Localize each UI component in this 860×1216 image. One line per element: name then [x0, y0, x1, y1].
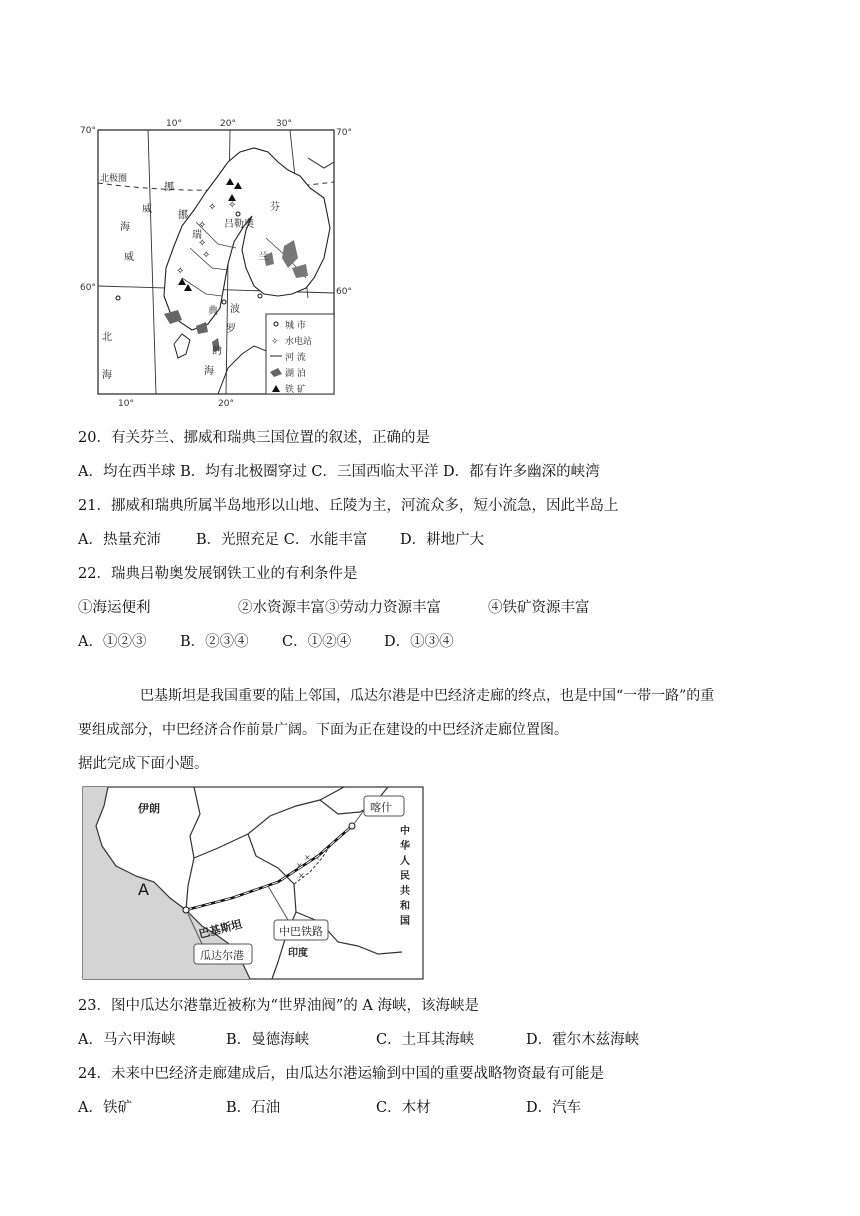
- q21-options: [78, 530, 778, 550]
- china-char-7: 国: [400, 916, 410, 927]
- china-char-4: 民: [400, 871, 410, 882]
- norway-char-1: 挪: [164, 182, 174, 193]
- baltic-char-2: 罗: [226, 324, 236, 335]
- legend-river: 河 流: [285, 353, 306, 363]
- india-label: 印度: [288, 948, 308, 959]
- svg-text:✧: ✧: [198, 238, 207, 249]
- lon-20-top: 20°: [220, 119, 236, 129]
- finland-char-1: 芬: [270, 202, 280, 213]
- svg-text:✧: ✧: [271, 337, 279, 347]
- north-sea-char-1: 北: [102, 332, 112, 343]
- china-char-3: 人: [400, 856, 410, 867]
- legend-iron: 铁 矿: [285, 385, 306, 395]
- q23-option-c: C．土耳其海峡: [376, 1032, 475, 1048]
- svg-text:✧: ✧: [198, 220, 207, 231]
- svg-text:✧: ✧: [202, 250, 211, 261]
- q22-item-1: ①海运便利: [78, 600, 151, 616]
- sweden-char-2: 典: [208, 306, 218, 317]
- lon-30-top: 30°: [276, 119, 292, 129]
- lulea-label: 吕勒奥: [224, 219, 254, 230]
- q24-option-a: A．铁矿: [78, 1100, 132, 1116]
- lon-20-bottom: 20°: [218, 399, 234, 408]
- q21-option-a: A．热量充沛: [78, 532, 161, 548]
- q22-options: [78, 632, 778, 652]
- q22-item-4: ④铁矿资源丰富: [488, 600, 590, 616]
- q22-stem: 22．瑞典吕勒奥发展钢铁工业的有利条件是: [78, 566, 358, 582]
- q21-stem: 21．挪威和瑞典所属半岛地形以山地、丘陵为主，河流众多，短小流急，因此半岛上: [78, 498, 619, 514]
- legend-lake: 湖 泊: [285, 369, 306, 379]
- svg-text:✧: ✧: [228, 200, 237, 211]
- q22-option-d: D．①③④: [384, 634, 454, 650]
- cpec-map: [82, 786, 424, 980]
- q21-option-bc: B．光照充足 C．水能丰富: [196, 532, 368, 548]
- sweden-char-1: 瑞: [192, 230, 202, 241]
- passage-line-1: 巴基斯坦是我国重要的陆上邻国，瓜达尔港是中巴经济走廊的终点，也是中国“一带一路”的重: [140, 688, 715, 704]
- norway-char-2: 威: [142, 204, 152, 215]
- scandinavia-map: [78, 118, 368, 408]
- lat-60-left: 60°: [80, 283, 96, 293]
- gwadar-label: 瓜达尔港: [200, 949, 244, 962]
- norwegian-sea-char: 海: [120, 222, 130, 233]
- q22-item-23: ②水资源丰富③劳动力资源丰富: [238, 600, 441, 616]
- lat-60-right: 60°: [336, 287, 352, 297]
- lon-10-top: 10°: [166, 119, 182, 129]
- svg-text:✧: ✧: [176, 266, 185, 277]
- q23-option-a: A．马六甲海峡: [78, 1032, 176, 1048]
- svg-text:×: ×: [296, 861, 303, 870]
- lon-10-bottom: 10°: [118, 399, 134, 408]
- iran-label: 伊朗: [138, 802, 160, 815]
- pakistan-label: 巴基斯坦: [197, 917, 244, 941]
- china-char-6: 和: [400, 901, 410, 912]
- q23-stem: 23．图中瓜达尔港靠近被称为“世界油阀”的 A 海峡，该海峡是: [78, 998, 479, 1014]
- norway-char-3: 威: [124, 252, 134, 263]
- lat-70-left: 70°: [80, 126, 96, 136]
- lat-70-right: 70°: [336, 128, 352, 138]
- strait-a-label: A: [138, 880, 149, 899]
- q22-option-c: C．①②④: [282, 634, 352, 650]
- north-sea-char-2: 海: [102, 370, 112, 381]
- q24-option-b: B．石油: [226, 1100, 281, 1116]
- passage-line-2: 要组成部分，中巴经济合作前景广阔。下面为正在建设的中巴经济走廊位置图。: [78, 722, 568, 738]
- q23-option-d: D．霍尔木兹海峡: [526, 1032, 640, 1048]
- china-char-1: 中: [400, 826, 410, 837]
- q24-stem: 24．未来中巴经济走廊建成后，由瓜达尔港运输到中国的重要战略物资最有可能是: [78, 1066, 604, 1082]
- china-char-5: 共: [400, 886, 410, 897]
- china-char-2: 华: [400, 841, 410, 852]
- q24-options: [78, 1098, 778, 1118]
- baltic-char-4: 海: [204, 366, 214, 377]
- svg-text:✧: ✧: [208, 202, 217, 213]
- legend-city: 城 市: [285, 321, 306, 331]
- svg-text:× ×: × ×: [304, 853, 320, 862]
- q23-option-b: B．曼德海峡: [226, 1032, 310, 1048]
- finland-char-2: 兰: [258, 252, 268, 263]
- q21-option-d: D．耕地广大: [400, 532, 485, 548]
- q22-option-a: A．①②③: [78, 634, 147, 650]
- kashgar-label: 喀什: [370, 801, 392, 814]
- passage-instruction: 据此完成下面小题。: [78, 756, 209, 772]
- baltic-char-1: 波: [230, 304, 240, 315]
- q20-options: A．均在西半球 B．均有北极圈穿过 C．三国西临太平洋 D．都有许多幽深的峡湾: [78, 464, 600, 480]
- arctic-circle-label: 北极圈: [100, 174, 128, 184]
- norway-label-inland: 挪: [178, 210, 188, 221]
- q23-options: [78, 1030, 778, 1050]
- legend-hydro: 水电站: [285, 337, 313, 347]
- railway-label: 中巴铁路: [279, 925, 323, 938]
- svg-text:×: ×: [298, 871, 305, 880]
- q20-stem: 20．有关芬兰、挪威和瑞典三国位置的叙述，正确的是: [78, 430, 430, 446]
- q24-option-d: D．汽车: [526, 1100, 582, 1116]
- baltic-char-3: 的: [212, 346, 222, 357]
- q22-items: [78, 598, 778, 618]
- q22-option-b: B．②③④: [180, 634, 249, 650]
- q24-option-c: C．木材: [376, 1100, 431, 1116]
